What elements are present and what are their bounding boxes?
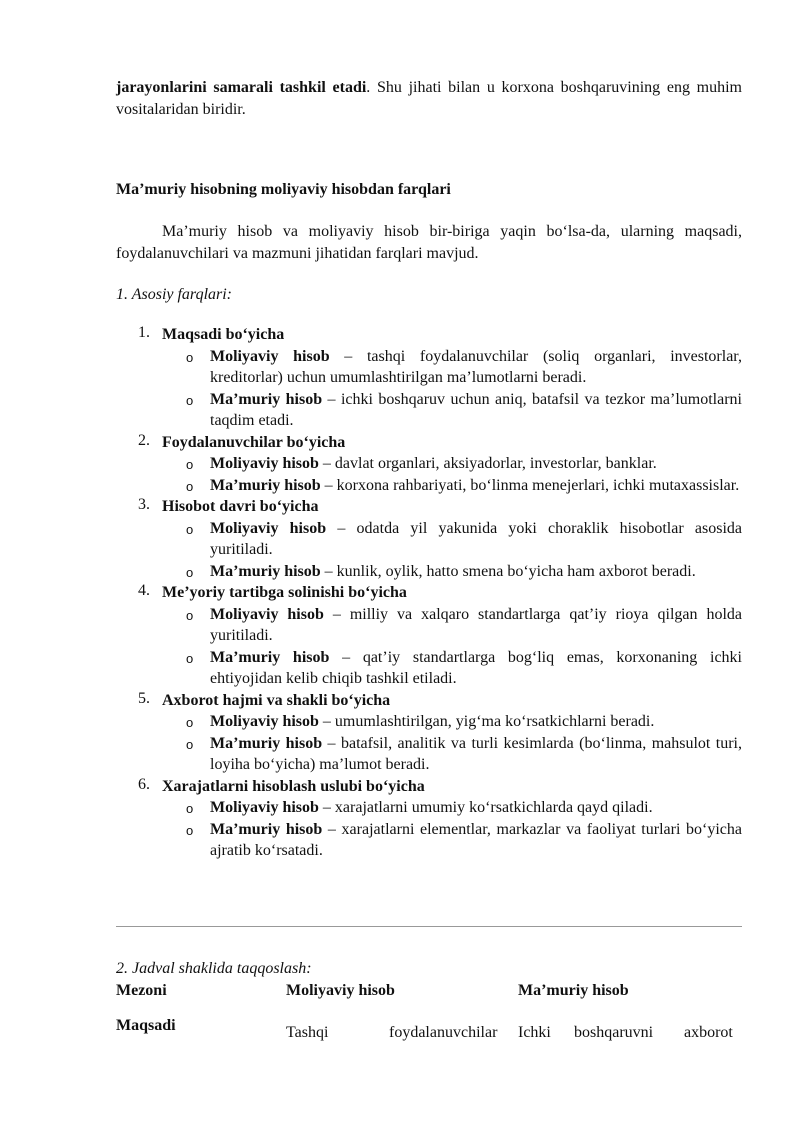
sub-term: Moliyaviy hisob bbox=[210, 519, 327, 537]
sub-item bbox=[116, 518, 742, 561]
sub-term: Moliyaviy hisob bbox=[210, 605, 324, 623]
table-cell: axborot bbox=[684, 1024, 733, 1041]
bullet-icon: o bbox=[186, 564, 194, 580]
section-heading: Ma’muriy hisobning moliyaviy hisobdan farqlari bbox=[116, 181, 451, 198]
item-title: Axborot hajmi va shakli bo‘yicha bbox=[162, 691, 391, 709]
bullet-icon: o bbox=[186, 736, 194, 752]
sub-text: – korxona rahbariyati, bo‘linma menejerlari, ichki mutaxassislar. bbox=[320, 476, 740, 494]
sub-term: Ma’muriy hisob bbox=[210, 390, 323, 408]
sub-item bbox=[116, 647, 742, 690]
bullet-icon: o bbox=[186, 478, 194, 494]
sub-term: Ma’muriy hisob bbox=[210, 734, 323, 752]
sub-term: Moliyaviy hisob bbox=[210, 455, 319, 472]
item-number: 2. bbox=[138, 431, 150, 449]
bullet-icon: o bbox=[186, 607, 194, 623]
item-title: Me’yoriy tartibga solinishi bo‘yicha bbox=[162, 584, 407, 601]
sub-text: – milliy va xalqaro standartlarga qat’iy rioya qilgan holda yuritiladi. bbox=[210, 605, 743, 644]
bullet-icon: o bbox=[186, 521, 194, 537]
bullet-icon: o bbox=[186, 715, 194, 730]
bullet-icon: o bbox=[186, 801, 194, 816]
sub-term: Moliyaviy hisob bbox=[210, 799, 319, 816]
item-title: Foydalanuvchilar bo‘yicha bbox=[162, 433, 346, 451]
sub-item bbox=[116, 475, 742, 497]
table-header-management: Ma’muriy hisob bbox=[518, 982, 629, 999]
sub-text: – qat’iy standartlarga bog‘liq emas, korxonaning ichki ehtiyojidan kelib chiqib tashkil etiladi. bbox=[210, 648, 742, 687]
sub-term: Ma’muriy hisob bbox=[210, 820, 323, 838]
sub-item bbox=[116, 346, 742, 389]
intro-bold: jarayonlarini samarali tashkil etadi bbox=[116, 79, 367, 96]
table-row-label: Maqsadi bbox=[116, 1017, 176, 1034]
differences-list bbox=[116, 324, 742, 862]
subheading-table: 2. Jadval shaklida taqqoslash: bbox=[116, 960, 312, 977]
sub-text: – umumlashtirilgan, yig‘ma ko‘rsatkichlarni beradi. bbox=[318, 713, 655, 730]
table-header-financial: Moliyaviy hisob bbox=[286, 982, 395, 999]
table-cell: boshqaruvni bbox=[574, 1024, 654, 1041]
list-item bbox=[116, 496, 742, 582]
body-paragraph: Ma’muriy hisob va moliyaviy hisob bir-biriga yaqin bo‘lsa-da, ularning maqsadi, foydalanuvchilari va mazmuni jihatidan farqlari mavjud. bbox=[116, 223, 742, 262]
item-title: Xarajatlarni hisoblash uslubi bo‘yicha bbox=[162, 777, 425, 795]
sub-text: – xarajatlarni elementlar, markazlar va faoliyat turlari bo‘yicha ajratib ko‘rsatadi. bbox=[210, 820, 742, 859]
bullet-icon: o bbox=[186, 457, 194, 472]
sub-item bbox=[116, 561, 742, 583]
sub-text: – davlat organlari, aksiyadorlar, investorlar, banklar. bbox=[318, 455, 657, 472]
list-item bbox=[116, 324, 742, 432]
item-number: 6. bbox=[138, 775, 150, 793]
sub-item bbox=[116, 733, 742, 776]
item-title: Maqsadi bo‘yicha bbox=[162, 326, 285, 343]
item-number: 4. bbox=[138, 582, 150, 599]
list-item bbox=[116, 776, 742, 862]
list-item bbox=[116, 432, 742, 497]
intro-rest: . Shu jihati bilan u korxona boshqaruvining eng muhim vositalaridan biridir. bbox=[116, 79, 742, 118]
sub-text: – tashqi foydalanuvchilar (soliq organlari, investorlar, kreditorlar) uchun umumlashtirilgan ma’lumotlarni beradi. bbox=[210, 347, 742, 386]
sub-item bbox=[116, 819, 742, 862]
sub-item bbox=[116, 604, 742, 647]
sub-item bbox=[116, 389, 742, 432]
table-header-criterion: Mezoni bbox=[116, 982, 167, 999]
sub-text: – ichki boshqaruv uchun aniq, batafsil va tezkor ma’lumotlarni taqdim etadi. bbox=[210, 390, 743, 429]
sub-item bbox=[116, 453, 742, 475]
bullet-icon: o bbox=[186, 822, 194, 838]
table-cell: Ichki bbox=[518, 1024, 551, 1041]
item-number: 1. bbox=[138, 324, 150, 341]
subheading-differences: 1. Asosiy farqlari: bbox=[116, 286, 233, 303]
item-number: 3. bbox=[138, 496, 150, 513]
sub-text: – kunlik, oylik, hatto smena bo‘yicha ham axborot beradi. bbox=[320, 562, 696, 580]
intro-paragraph bbox=[116, 77, 742, 120]
horizontal-divider bbox=[116, 926, 742, 927]
list-item bbox=[116, 582, 742, 690]
sub-term: Moliyaviy hisob bbox=[210, 347, 330, 365]
bullet-icon: o bbox=[186, 392, 194, 408]
sub-term: Ma’muriy hisob bbox=[210, 648, 330, 666]
sub-item bbox=[116, 797, 742, 819]
table-cell: Tashqi bbox=[286, 1024, 329, 1041]
sub-text: – xarajatlarni umumiy ko‘rsatkichlarda qayd qiladi. bbox=[318, 799, 653, 816]
bullet-icon: o bbox=[186, 349, 194, 365]
sub-item bbox=[116, 711, 742, 733]
item-title: Hisobot davri bo‘yicha bbox=[162, 498, 319, 515]
sub-term: Ma’muriy hisob bbox=[210, 476, 321, 494]
item-number: 5. bbox=[138, 689, 150, 707]
sub-text: – batafsil, analitik va turli kesimlarda (bo‘linma, mahsulot turi, loyiha bo‘yicha) ma’lumot beradi. bbox=[210, 734, 743, 773]
sub-term: Moliyaviy hisob bbox=[210, 713, 319, 730]
sub-text: – odatda yil yakunida yoki choraklik hisobotlar asosida yuritiladi. bbox=[210, 519, 742, 558]
list-item bbox=[116, 690, 742, 776]
sub-term: Ma’muriy hisob bbox=[210, 562, 321, 580]
bullet-icon: o bbox=[186, 650, 194, 666]
table-cell: foydalanuvchilar bbox=[389, 1024, 498, 1041]
